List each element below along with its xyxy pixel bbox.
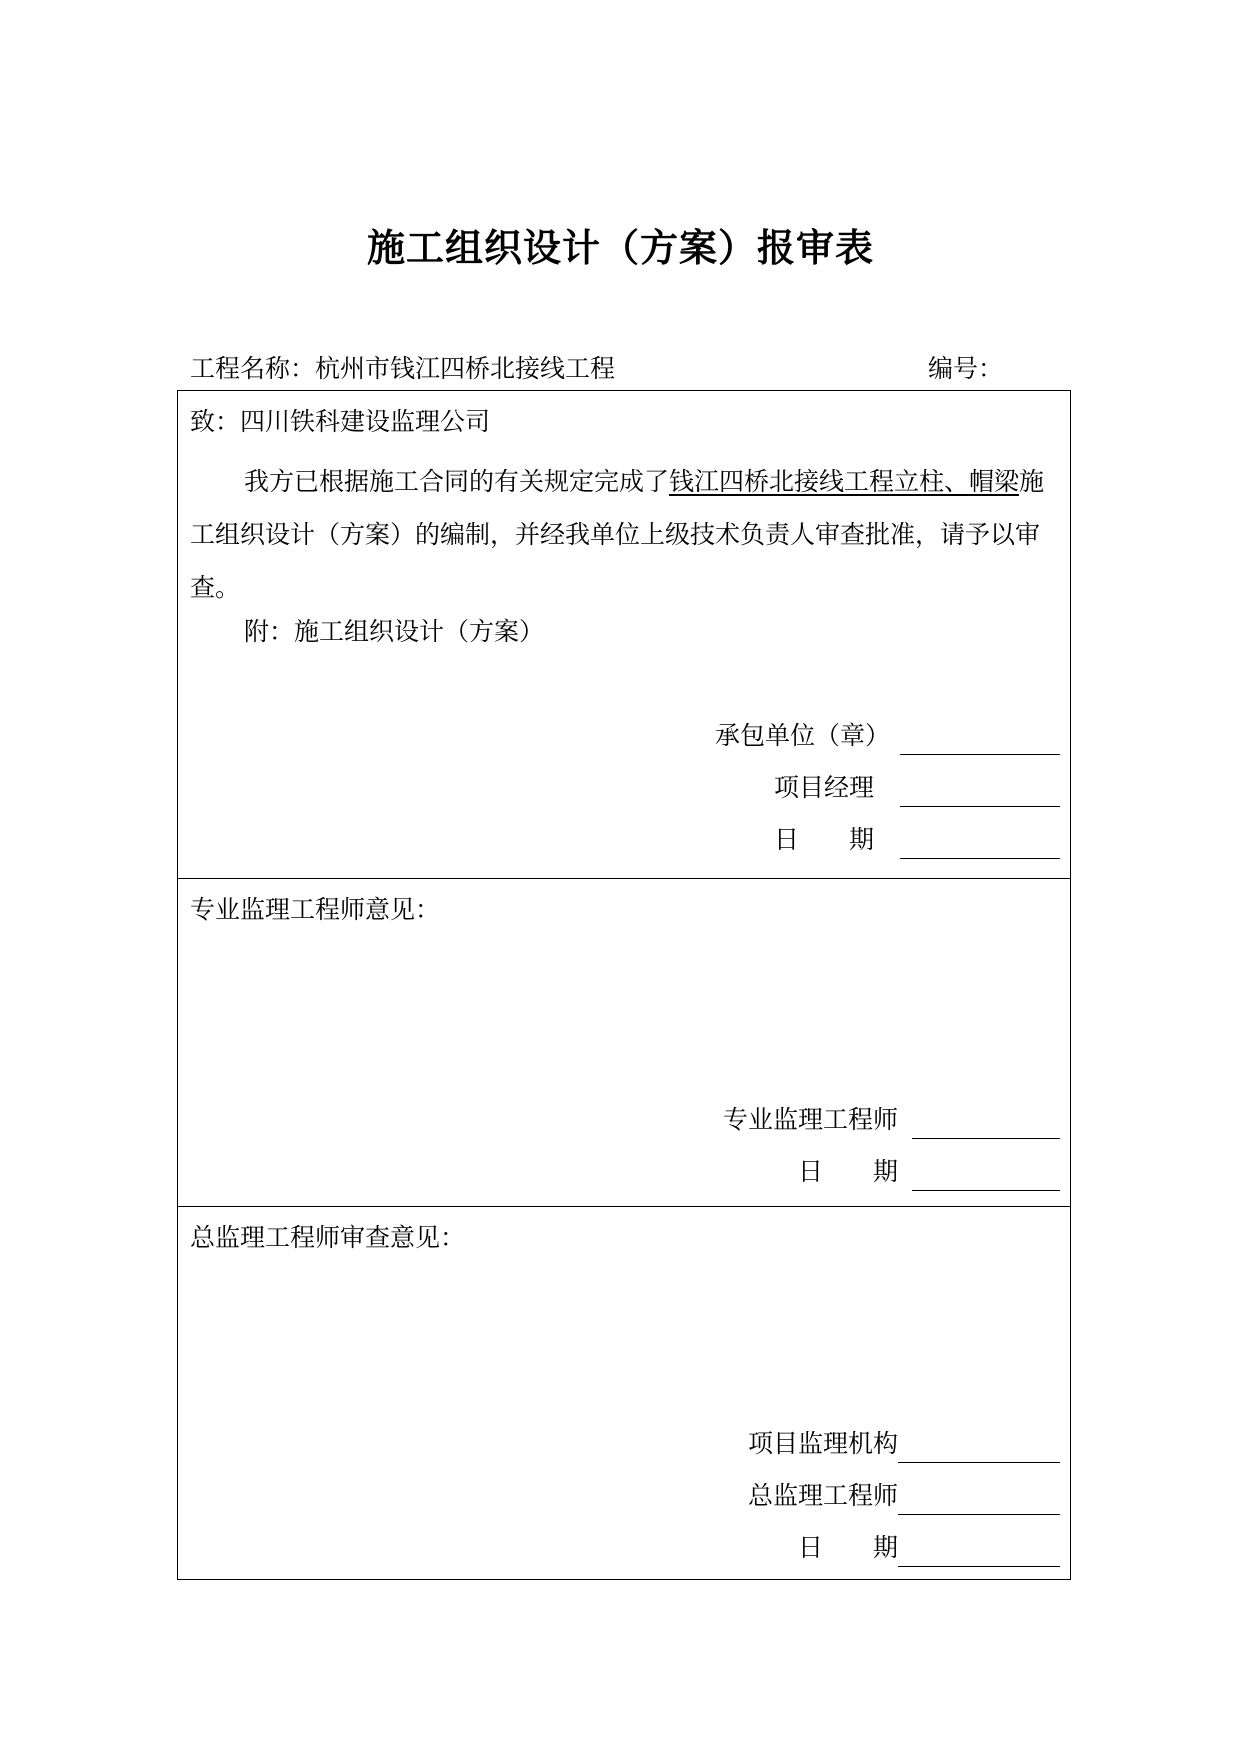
underlined-project-item: 钱江四桥北接线工程立柱、帽梁 — [669, 467, 1020, 496]
supervision-org-line[interactable] — [898, 1430, 1060, 1463]
supervision-org-row — [748, 1425, 1060, 1463]
page-title: 施工组织设计（方案）报审表 — [366, 225, 874, 270]
supervision-org-label: 项目监理机构 — [747, 1429, 898, 1458]
engineer-date-row — [798, 1153, 1060, 1191]
chief-date-label: 日 期 — [797, 1533, 898, 1562]
chief-engineer-label: 总监理工程师 — [747, 1481, 898, 1510]
engineer-opinion-heading: 专业监理工程师意见： — [190, 895, 441, 924]
project-name: 杭州市钱江四桥北接线工程 — [315, 354, 616, 383]
contractor-date-label: 日 期 — [773, 825, 874, 854]
chief-opinion-heading: 总监理工程师审查意见： — [190, 1223, 466, 1252]
addressee-company: 四川铁科建设监理公司 — [240, 407, 491, 436]
project-manager-row — [774, 769, 1060, 807]
project-label: 工程名称： — [190, 354, 316, 383]
serial-number-line — [928, 350, 1003, 388]
addressee-label: 致： — [190, 407, 241, 436]
supervising-engineer-section — [178, 879, 1070, 1207]
project-manager-signature-line[interactable] — [900, 774, 1060, 807]
contractor-date-row — [774, 821, 1060, 859]
form-table — [177, 390, 1071, 1580]
chief-date-line[interactable] — [898, 1534, 1060, 1567]
paragraph-text-2: 施工组织设计（方案）的编制，并经我单位上级技术负责人审查批准，请予以审查。 — [190, 467, 1045, 602]
chief-date-row — [798, 1529, 1060, 1567]
project-manager-label: 项目经理 — [773, 773, 874, 802]
addressee-line — [190, 403, 490, 441]
engineer-signature-line[interactable] — [912, 1106, 1060, 1139]
serial-label: 编号： — [928, 354, 1004, 383]
engineer-signature-label: 专业监理工程师 — [722, 1105, 898, 1134]
paragraph-text-1: 我方已根据施工合同的有关规定完成了 — [244, 467, 670, 496]
chief-engineer-section — [178, 1207, 1070, 1579]
attachment-line: 附：施工组织设计（方案） — [244, 617, 545, 646]
chief-engineer-signature-line[interactable] — [898, 1482, 1060, 1515]
contractor-section — [178, 391, 1070, 879]
contractor-seal-signature-line[interactable] — [900, 722, 1060, 755]
engineer-signature-row — [723, 1101, 1060, 1139]
engineer-date-line[interactable] — [912, 1158, 1060, 1191]
contractor-date-line[interactable] — [900, 826, 1060, 859]
engineer-date-label: 日 期 — [797, 1157, 898, 1186]
contractor-seal-label: 承包单位（章） — [714, 721, 890, 750]
project-name-line — [190, 350, 615, 388]
chief-engineer-row — [748, 1477, 1060, 1515]
contractor-seal-row — [715, 717, 1060, 755]
submission-paragraph — [190, 455, 1064, 614]
